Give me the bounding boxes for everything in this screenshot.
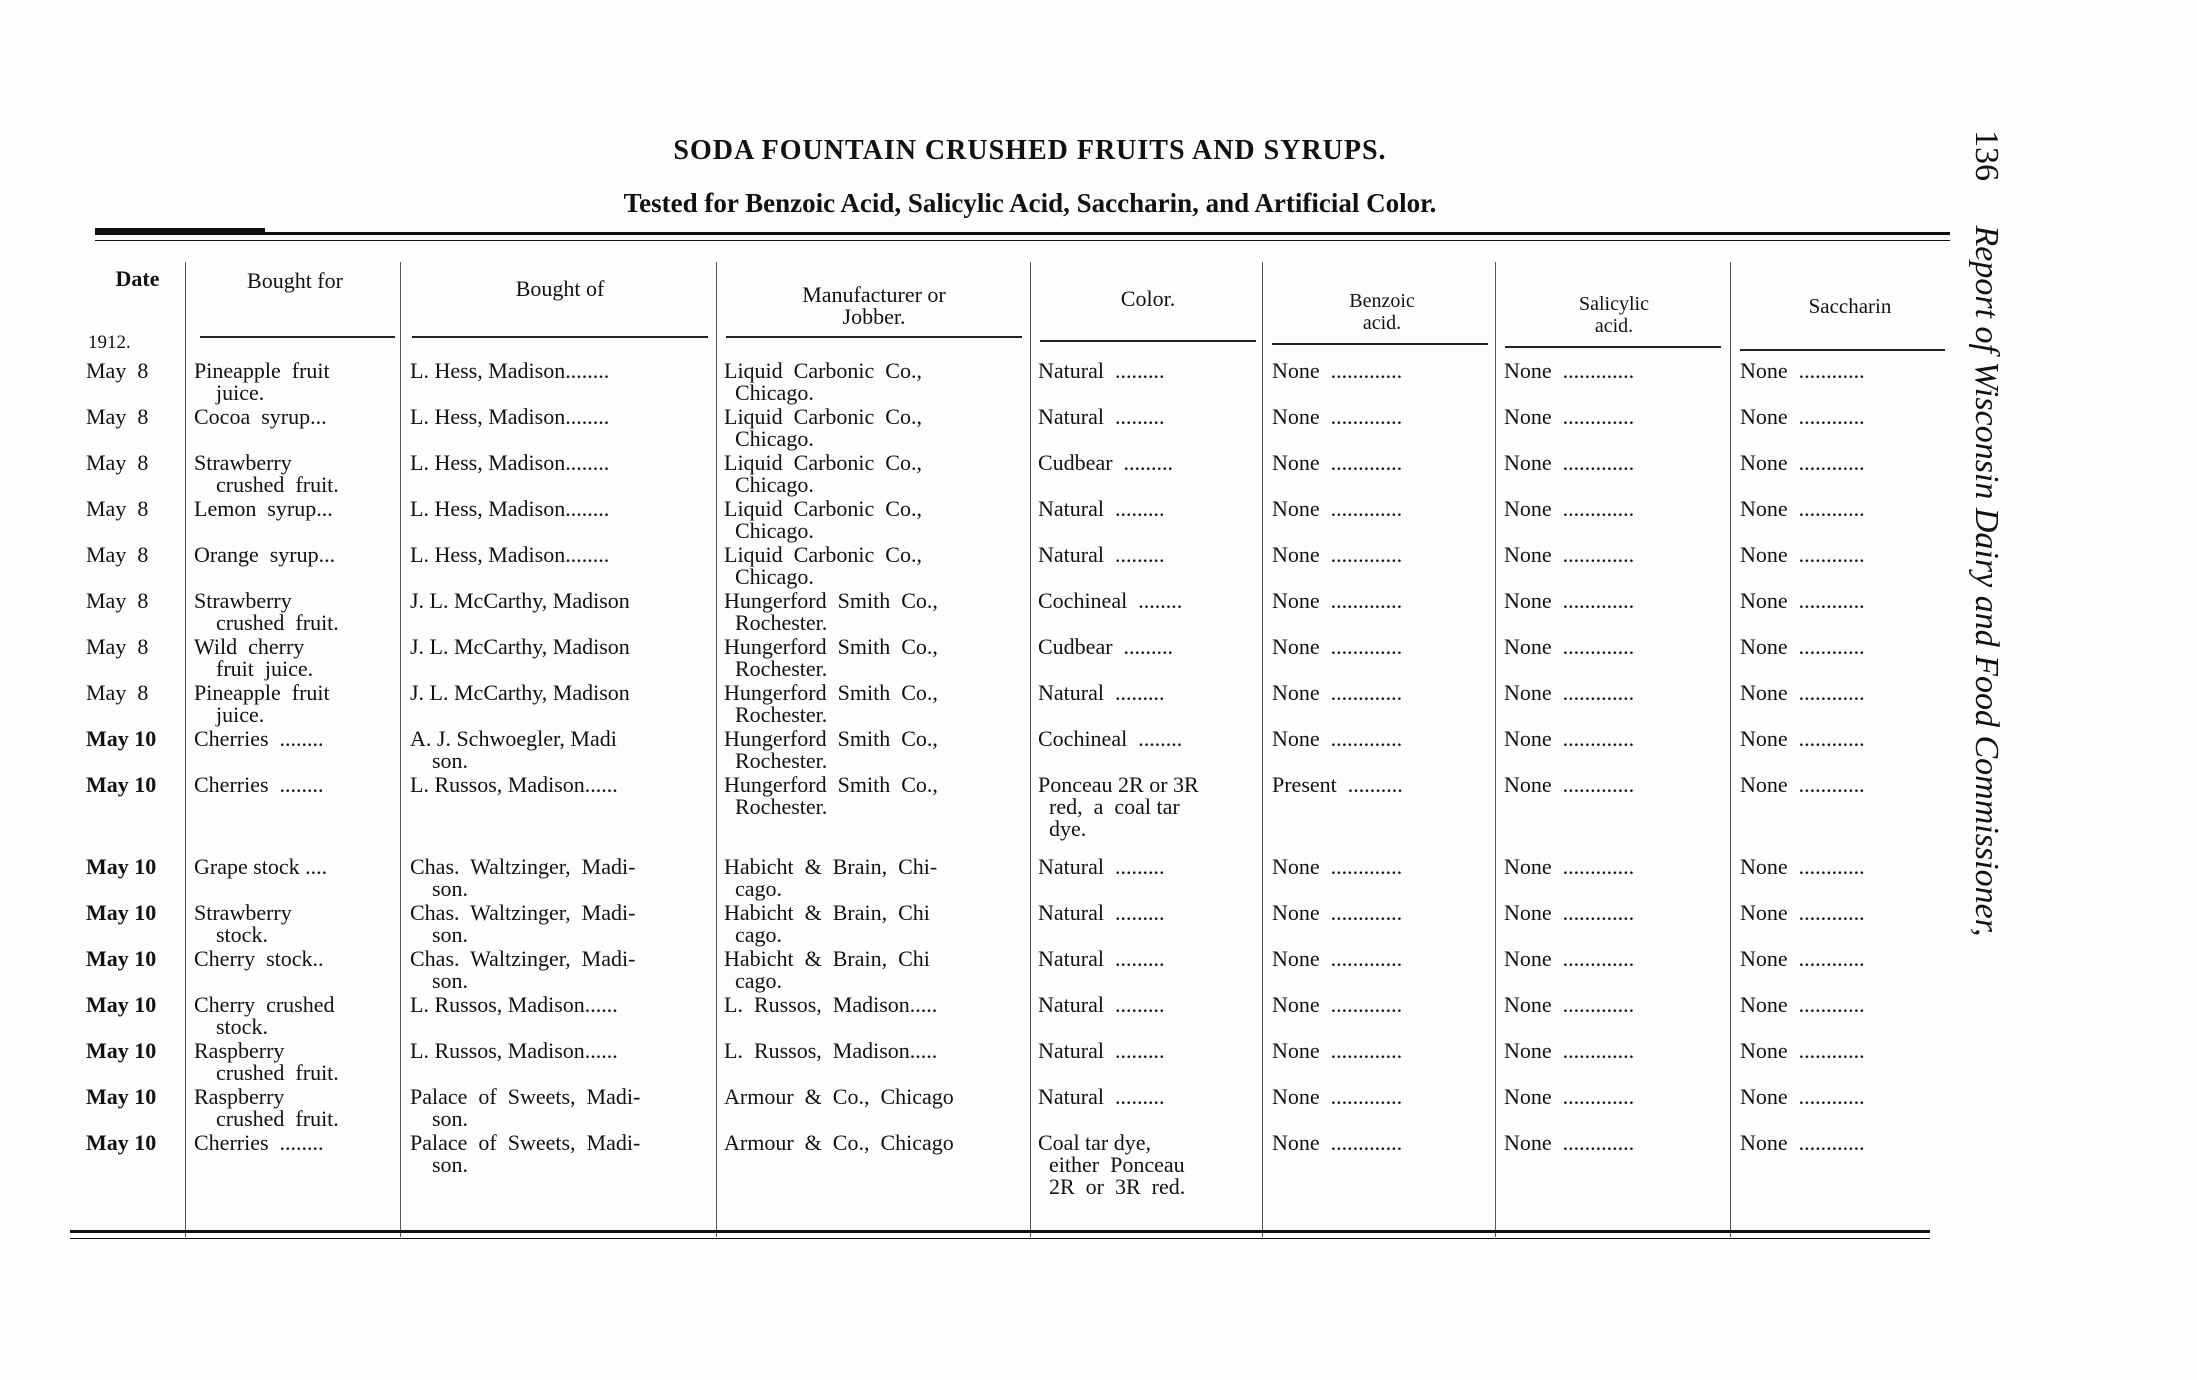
row-bought-of: J. L. McCarthy, Madison [410, 680, 630, 705]
row-color: Natural ......... [1038, 854, 1165, 879]
row-saccharin: None ............ [1740, 450, 1865, 475]
row-color: Natural ......... [1038, 358, 1165, 383]
row-saccharin: None ............ [1740, 358, 1865, 383]
row-manufacturer: Habicht & Brain, Chi cago. [724, 900, 930, 947]
row-bought-for: Strawberry stock. [194, 900, 292, 947]
row-manufacturer: Hungerford Smith Co., Rochester. [724, 772, 938, 819]
row-benzoic: None ............. [1272, 1130, 1403, 1155]
row-date: May 10 [86, 854, 157, 879]
row-benzoic: None ............. [1272, 946, 1403, 971]
row-saccharin: None ............ [1740, 542, 1865, 567]
header-color: Color. [1120, 286, 1176, 311]
row-salicylic: None ............. [1504, 1084, 1635, 1109]
page-number: 136 [1968, 130, 2005, 181]
header-manufacturer: Manufacturer or Jobber. [802, 282, 946, 329]
row-date: May 10 [86, 1130, 157, 1155]
top-rule-heavy [95, 228, 265, 232]
row-bought-for: Pineapple fruit juice. [194, 680, 330, 727]
row-manufacturer: Hungerford Smith Co., Rochester. [724, 726, 938, 773]
row-benzoic: None ............. [1272, 900, 1403, 925]
row-bought-for: Cherry stock.. [194, 946, 324, 971]
row-color: Natural ......... [1038, 1084, 1165, 1109]
header-saccharin: Saccharin [1808, 294, 1892, 318]
row-bought-of: Chas. Waltzinger, Madi- son. [410, 900, 636, 947]
row-color: Coal tar dye, either Ponceau 2R or 3R red. [1038, 1130, 1186, 1199]
row-bought-for: Strawberry crushed fruit. [194, 588, 339, 635]
header-benzoic: Benzoic acid. [1349, 290, 1415, 334]
row-date: May 8 [86, 680, 149, 705]
row-manufacturer: Hungerford Smith Co., Rochester. [724, 634, 938, 681]
row-manufacturer: Liquid Carbonic Co., Chicago. [724, 542, 922, 589]
row-manufacturer: Liquid Carbonic Co., Chicago. [724, 496, 922, 543]
header-bought-of: Bought of [515, 276, 605, 301]
row-bought-for: Lemon syrup... [194, 496, 333, 521]
row-color: Cochineal ........ [1038, 588, 1183, 613]
header-underline [1272, 343, 1488, 345]
row-date: May 10 [86, 772, 157, 797]
row-color: Natural ......... [1038, 680, 1165, 705]
row-date: May 10 [86, 900, 157, 925]
row-saccharin: None ............ [1740, 588, 1865, 613]
row-color: Natural ......... [1038, 404, 1165, 429]
col-separator [1495, 262, 1496, 1237]
col-separator [185, 262, 186, 1237]
row-manufacturer: L. Russos, Madison..... [724, 1038, 938, 1063]
row-salicylic: None ............. [1504, 542, 1635, 567]
row-manufacturer: Habicht & Brain, Chi- cago. [724, 854, 938, 901]
row-salicylic: None ............. [1504, 680, 1635, 705]
col-separator [1262, 262, 1263, 1237]
row-saccharin: None ............ [1740, 946, 1865, 971]
row-salicylic: None ............. [1504, 404, 1635, 429]
row-saccharin: None ............ [1740, 992, 1865, 1017]
header-date: Date [115, 266, 160, 291]
header-bought-for: Bought for [247, 268, 343, 293]
row-salicylic: None ............. [1504, 854, 1635, 879]
row-bought-for: Grape stock .... [194, 854, 328, 879]
row-benzoic: None ............. [1272, 726, 1403, 751]
row-bought-of: Chas. Waltzinger, Madi- son. [410, 854, 636, 901]
row-bought-of: L. Hess, Madison........ [410, 404, 610, 429]
row-manufacturer: Hungerford Smith Co., Rochester. [724, 588, 938, 635]
row-bought-for: Wild cherry fruit juice. [194, 634, 314, 681]
row-manufacturer: Armour & Co., Chicago [724, 1084, 954, 1109]
header-underline [1740, 349, 1945, 351]
row-bought-of: L. Hess, Madison........ [410, 542, 610, 567]
row-bought-of: A. J. Schwoegler, Madi son. [410, 726, 617, 773]
bottom-rule-thin [70, 1238, 1930, 1239]
row-manufacturer: L. Russos, Madison..... [724, 992, 938, 1017]
bottom-rule [70, 1230, 1930, 1233]
row-color: Natural ......... [1038, 542, 1165, 567]
row-salicylic: None ............. [1504, 992, 1635, 1017]
row-manufacturer: Hungerford Smith Co., Rochester. [724, 680, 938, 727]
row-date: May 8 [86, 634, 149, 659]
col-separator [1030, 262, 1031, 1237]
row-color: Cudbear ......... [1038, 634, 1174, 659]
row-benzoic: None ............. [1272, 854, 1403, 879]
row-date: May 10 [86, 1038, 157, 1063]
row-benzoic: None ............. [1272, 450, 1403, 475]
row-bought-for: Strawberry crushed fruit. [194, 450, 339, 497]
row-bought-of: J. L. McCarthy, Madison [410, 588, 630, 613]
row-bought-for: Raspberry crushed fruit. [194, 1084, 339, 1131]
row-bought-for: Cherries ........ [194, 772, 324, 797]
row-color: Natural ......... [1038, 946, 1165, 971]
top-rule-thin [95, 240, 1950, 241]
row-benzoic: None ............. [1272, 496, 1403, 521]
row-saccharin: None ............ [1740, 634, 1865, 659]
row-color: Natural ......... [1038, 900, 1165, 925]
row-benzoic: None ............. [1272, 1038, 1403, 1063]
row-saccharin: None ............ [1740, 726, 1865, 751]
row-date: May 8 [86, 450, 149, 475]
row-benzoic: None ............. [1272, 358, 1403, 383]
row-saccharin: None ............ [1740, 680, 1865, 705]
row-bought-of: L. Hess, Madison........ [410, 496, 610, 521]
row-bought-of: L. Russos, Madison...... [410, 992, 618, 1017]
col-separator [400, 262, 401, 1237]
row-color: Cochineal ........ [1038, 726, 1183, 751]
header-underline [1505, 346, 1721, 348]
row-salicylic: None ............. [1504, 496, 1635, 521]
row-date: May 8 [86, 542, 149, 567]
row-bought-of: L. Russos, Madison...... [410, 1038, 618, 1063]
row-manufacturer: Liquid Carbonic Co., Chicago. [724, 358, 922, 405]
row-salicylic: None ............. [1504, 588, 1635, 613]
row-saccharin: None ............ [1740, 404, 1865, 429]
row-benzoic: Present .......... [1272, 772, 1403, 797]
running-title: Report of Wisconsin Dairy and Food Commissioner, [1968, 225, 2005, 937]
header-underline [200, 336, 395, 338]
row-benzoic: None ............. [1272, 588, 1403, 613]
row-bought-for: Cocoa syrup... [194, 404, 327, 429]
row-benzoic: None ............. [1272, 404, 1403, 429]
row-saccharin: None ............ [1740, 496, 1865, 521]
row-salicylic: None ............. [1504, 726, 1635, 751]
row-bought-for: Cherries ........ [194, 726, 324, 751]
row-manufacturer: Armour & Co., Chicago [724, 1130, 954, 1155]
row-date: May 8 [86, 588, 149, 613]
row-saccharin: None ............ [1740, 772, 1865, 797]
header-underline [412, 336, 708, 338]
row-saccharin: None ............ [1740, 900, 1865, 925]
row-saccharin: None ............ [1740, 1038, 1865, 1063]
year-label: 1912. [88, 332, 131, 353]
row-benzoic: None ............. [1272, 680, 1403, 705]
row-date: May 10 [86, 946, 157, 971]
row-benzoic: None ............. [1272, 634, 1403, 659]
row-manufacturer: Liquid Carbonic Co., Chicago. [724, 450, 922, 497]
row-color: Natural ......... [1038, 1038, 1165, 1063]
row-salicylic: None ............. [1504, 358, 1635, 383]
header-salicylic: Salicylic acid. [1579, 293, 1649, 337]
row-saccharin: None ............ [1740, 1130, 1865, 1155]
row-bought-for: Orange syrup... [194, 542, 336, 567]
row-bought-of: J. L. McCarthy, Madison [410, 634, 630, 659]
row-bought-of: Palace of Sweets, Madi- son. [410, 1130, 641, 1177]
col-separator [716, 262, 717, 1237]
top-rule [95, 232, 1950, 235]
row-bought-of: Palace of Sweets, Madi- son. [410, 1084, 641, 1131]
row-bought-for: Cherries ........ [194, 1130, 324, 1155]
row-color: Natural ......... [1038, 496, 1165, 521]
row-date: May 10 [86, 726, 157, 751]
row-benzoic: None ............. [1272, 992, 1403, 1017]
row-benzoic: None ............. [1272, 542, 1403, 567]
header-underline [726, 336, 1022, 338]
row-saccharin: None ............ [1740, 1084, 1865, 1109]
row-bought-of: L. Hess, Madison........ [410, 358, 610, 383]
header-underline [1040, 340, 1256, 342]
page-subtitle: Tested for Benzoic Acid, Salicylic Acid, Saccharin, and Artificial Color. [623, 188, 1437, 218]
row-color: Cudbear ......... [1038, 450, 1174, 475]
row-saccharin: None ............ [1740, 854, 1865, 879]
row-date: May 8 [86, 496, 149, 521]
row-bought-for: Pineapple fruit juice. [194, 358, 330, 405]
row-color: Ponceau 2R or 3R red, a coal tar dye. [1038, 772, 1199, 841]
row-date: May 8 [86, 358, 149, 383]
row-salicylic: None ............. [1504, 634, 1635, 659]
row-benzoic: None ............. [1272, 1084, 1403, 1109]
row-salicylic: None ............. [1504, 946, 1635, 971]
row-bought-of: Chas. Waltzinger, Madi- son. [410, 946, 636, 993]
row-salicylic: None ............. [1504, 772, 1635, 797]
row-manufacturer: Habicht & Brain, Chi cago. [724, 946, 930, 993]
row-bought-of: L. Russos, Madison...... [410, 772, 618, 797]
row-date: May 10 [86, 1084, 157, 1109]
row-date: May 8 [86, 404, 149, 429]
row-bought-of: L. Hess, Madison........ [410, 450, 610, 475]
row-date: May 10 [86, 992, 157, 1017]
row-salicylic: None ............. [1504, 1130, 1635, 1155]
row-manufacturer: Liquid Carbonic Co., Chicago. [724, 404, 922, 451]
page-title: SODA FOUNTAIN CRUSHED FRUITS AND SYRUPS. [673, 135, 1387, 166]
row-color: Natural ......... [1038, 992, 1165, 1017]
row-salicylic: None ............. [1504, 1038, 1635, 1063]
col-separator [1730, 262, 1731, 1237]
row-bought-for: Raspberry crushed fruit. [194, 1038, 339, 1085]
row-bought-for: Cherry crushed stock. [194, 992, 335, 1039]
row-salicylic: None ............. [1504, 900, 1635, 925]
row-salicylic: None ............. [1504, 450, 1635, 475]
